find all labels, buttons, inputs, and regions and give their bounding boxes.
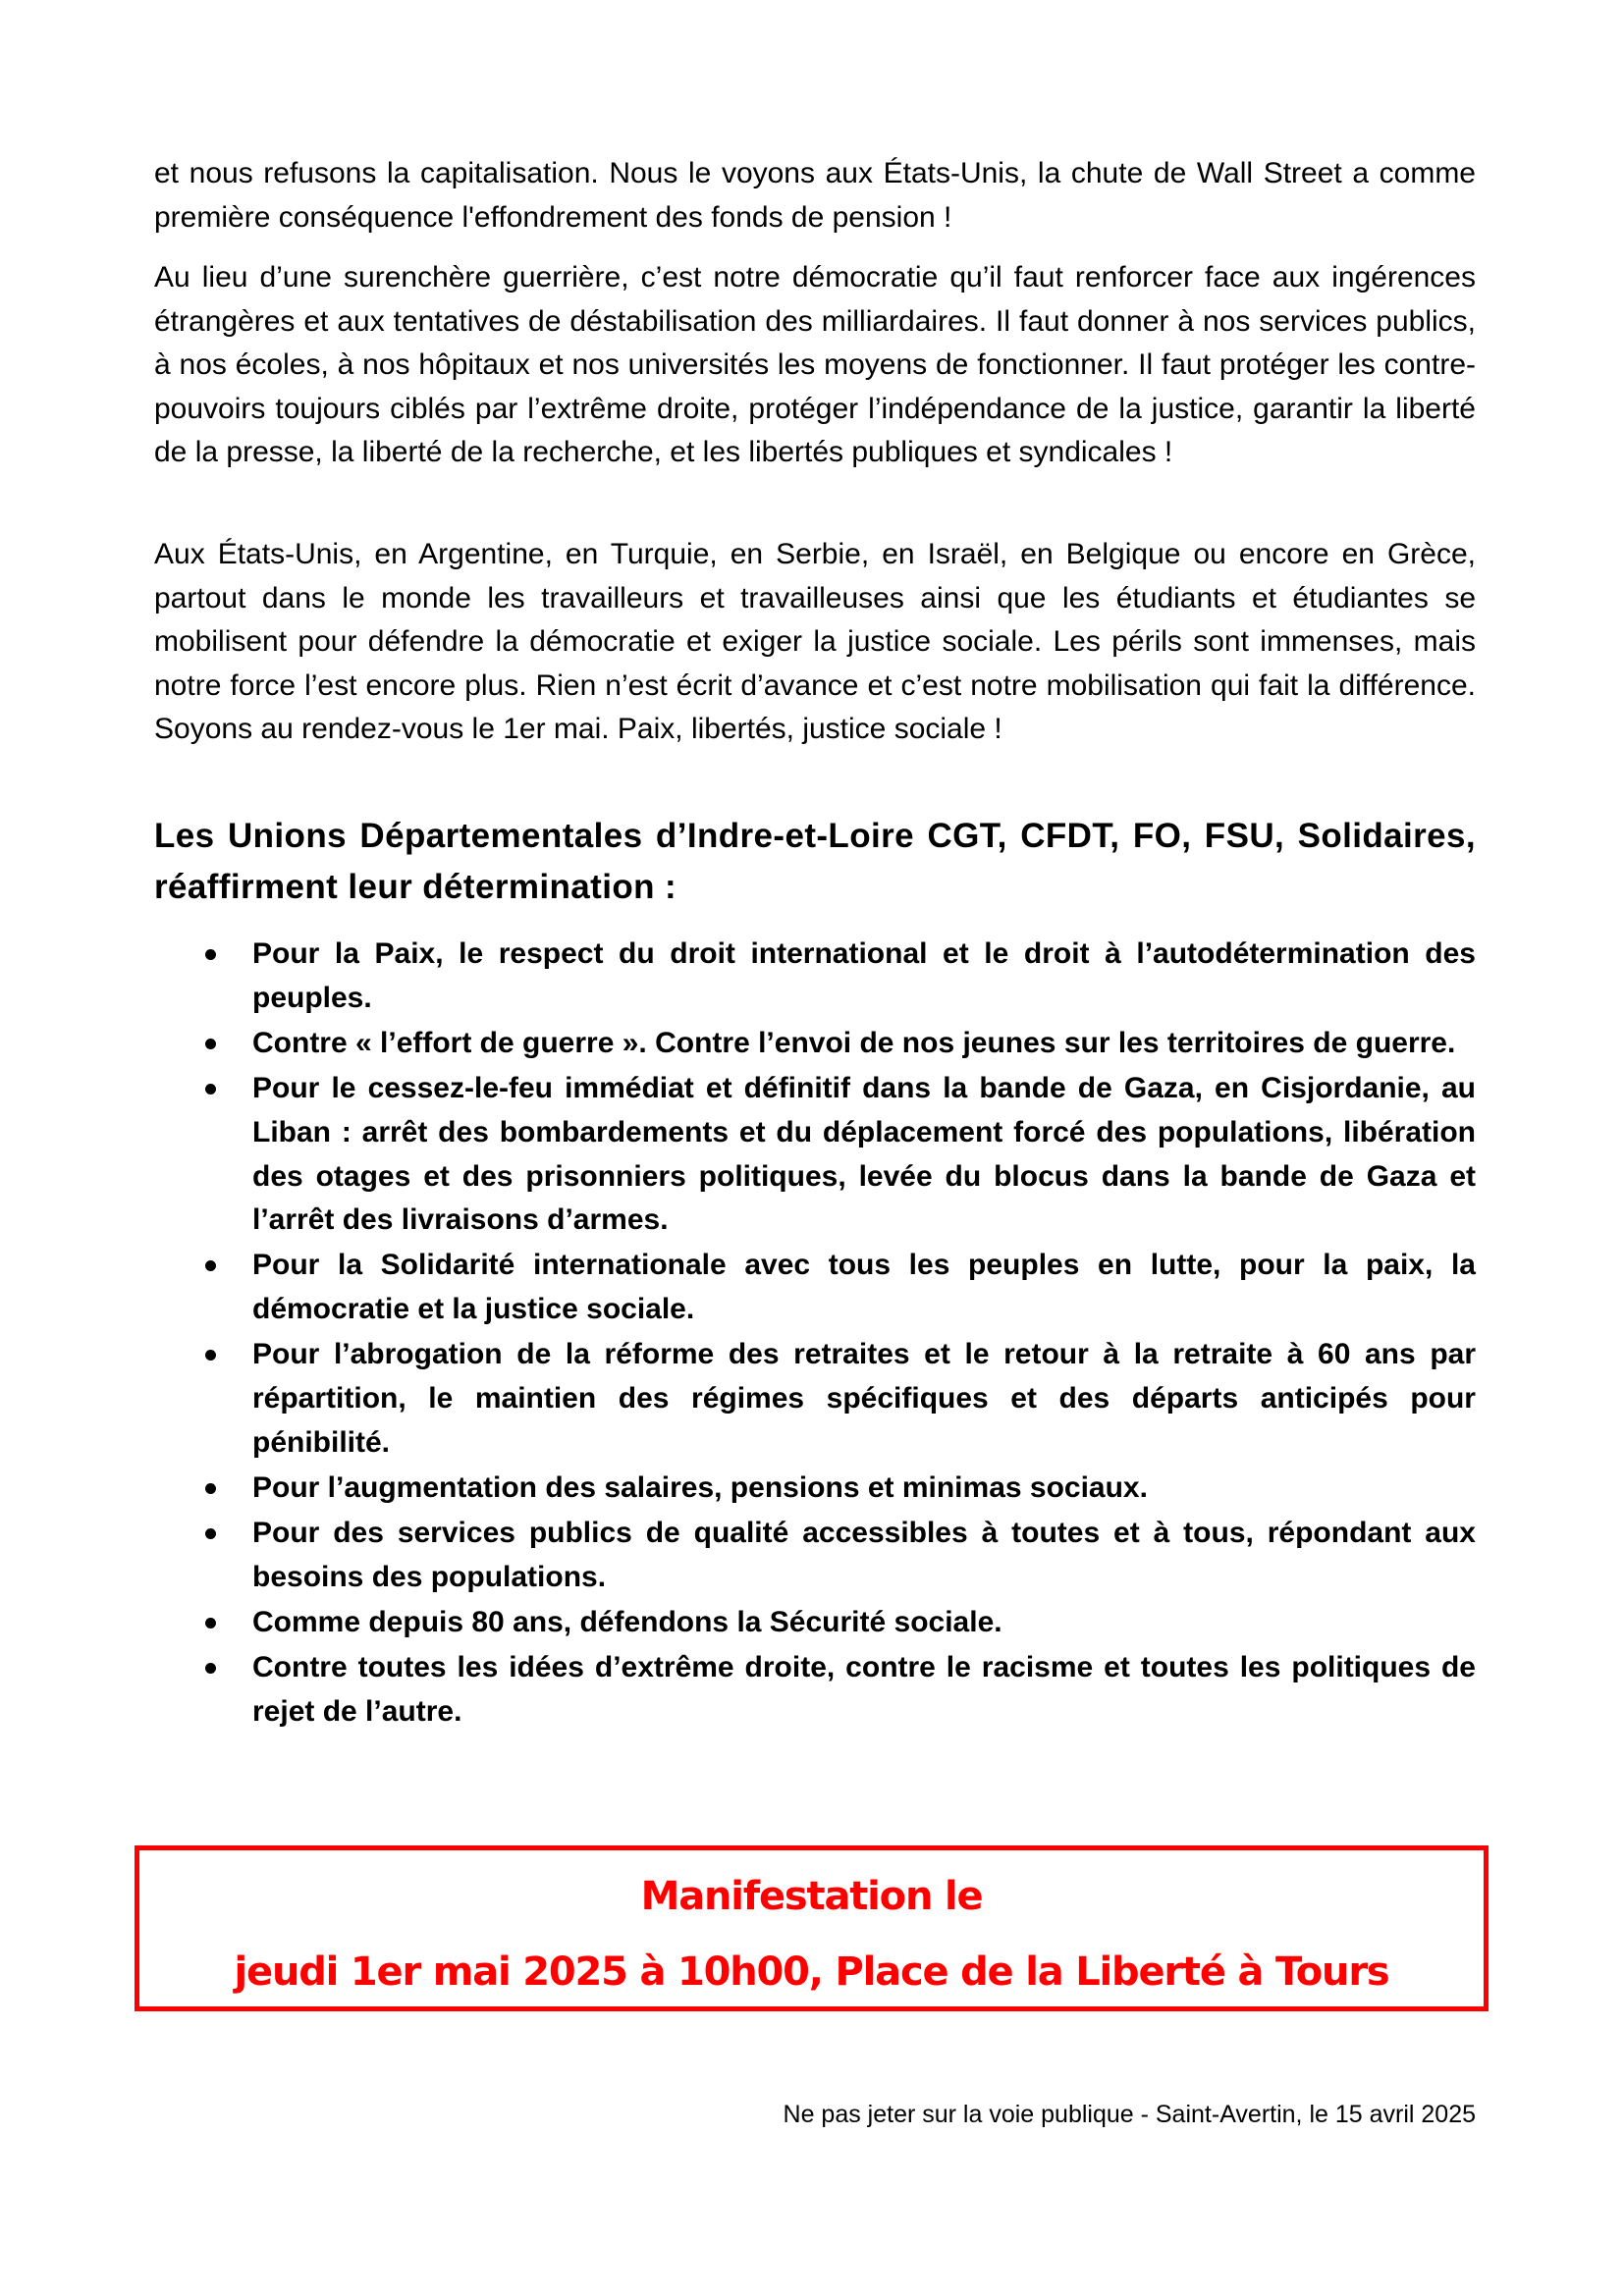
paragraph-democracy: Au lieu d’une surenchère guerrière, c’est notre démocratie qu’il faut renforcer face aux ingérences étrangères et aux tentatives de déstabilisation des milliardaires. Il faut donner à nos services publics, à nos écoles, à nos hôpitaux et nos universités les moyens de fonctionner. Il faut protéger les contre-pouvoirs toujours ciblés par l’extrême droite, protéger l’indépendance de la justice, garantir la liberté de la presse, la liberté de la recherche, et les libertés publiques et syndicales ! [154, 261, 1476, 468]
event-date-location: jeudi 1er mai 2025 à 10h00, Place de la Liberté à Tours [234, 1949, 1389, 1995]
demand-text: Comme depuis 80 ans, défendons la Sécurité sociale. [252, 1606, 1002, 1639]
demand-text: Contre « l’effort de guerre ». Contre l’envoi de nos jeunes sur les territoires de guerre. [252, 1026, 1456, 1059]
list-item [154, 1467, 1476, 1511]
unions-heading: Les Unions Départementales d’Indre-et-Loire CGT, CFDT, FO, FSU, Solidaires, réaffirment leur détermination : [154, 817, 1476, 906]
demand-text: Contre toutes les idées d’extrême droite, contre le racisme et toutes les politiques de rejet de l’autre. [252, 1651, 1476, 1728]
bullet-icon [205, 1528, 216, 1539]
list-item [154, 1333, 1476, 1465]
demand-text: Pour l’augmentation des salaires, pensions et minimas sociaux. [252, 1470, 1148, 1504]
demand-text: Pour des services publics de qualité accessibles à toutes et à tous, répondant aux besoins des populations. [252, 1517, 1476, 1593]
paragraph-mobilisation: Aux États-Unis, en Argentine, en Turquie, en Serbie, en Israël, en Belgique ou encore en Grèce, partout dans le monde les travailleurs et travailleuses ainsi que les étudiants et étudiantes se mobilisent pour défendre la démocratie et exiger la justice sociale. Les périls sont immenses, mais notre force l’est encore plus. Rien n’est écrit d’avance et c’est notre mobilisation qui fait la différence. Soyons au rendez-vous le 1er mai. Paix, libertés, justice sociale ! [154, 538, 1476, 745]
list-item [154, 933, 1476, 1020]
list-item [154, 1022, 1476, 1066]
bullet-icon [205, 1084, 216, 1095]
paragraph-pension-funds: et nous refusons la capitalisation. Nous le voyons aux États-Unis, la chute de Wall Street a comme première conséquence l'effondrement des fonds de pension ! [154, 157, 1476, 234]
demands-list [154, 933, 1476, 1735]
list-item [154, 1244, 1476, 1331]
demand-text: Pour l’abrogation de la réforme des retraites et le retour à la retraite à 60 ans par répartition, le maintien des régimes spécifiques et des départs anticipés pour pénibilité. [252, 1338, 1476, 1459]
list-item [154, 1601, 1476, 1645]
bullet-icon [205, 949, 216, 960]
list-item [154, 1067, 1476, 1243]
demand-text: Pour le cessez-le-feu immédiat et définitif dans la bande de Gaza, en Cisjordanie, au Liban : arrêt des bombardements et du déplacement forcé des populations, libération des otages et des prisonniers politiques, levée du blocus dans la bande de Gaza et l’arrêt des livraisons d’armes. [252, 1072, 1476, 1237]
bullet-icon [205, 1483, 216, 1494]
bullet-icon [205, 1663, 216, 1674]
list-item [154, 1646, 1476, 1734]
bullet-icon [205, 1260, 216, 1271]
bullet-icon [205, 1350, 216, 1361]
footer-note: Ne pas jeter sur la voie publique - Saint-Avertin, le 15 avril 2025 [783, 2101, 1476, 2128]
event-title: Manifestation le [640, 1874, 983, 1919]
demand-text: Pour la Solidarité internationale avec tous les peuples en lutte, pour la paix, la démocratie et la justice sociale. [252, 1249, 1476, 1326]
event-announcement-box [135, 1845, 1489, 2011]
bullet-icon [205, 1039, 216, 1049]
list-item [154, 1512, 1476, 1599]
bullet-icon [205, 1618, 216, 1629]
demand-text: Pour la Paix, le respect du droit international et le droit à l’autodétermination des peuples. [252, 937, 1476, 1014]
